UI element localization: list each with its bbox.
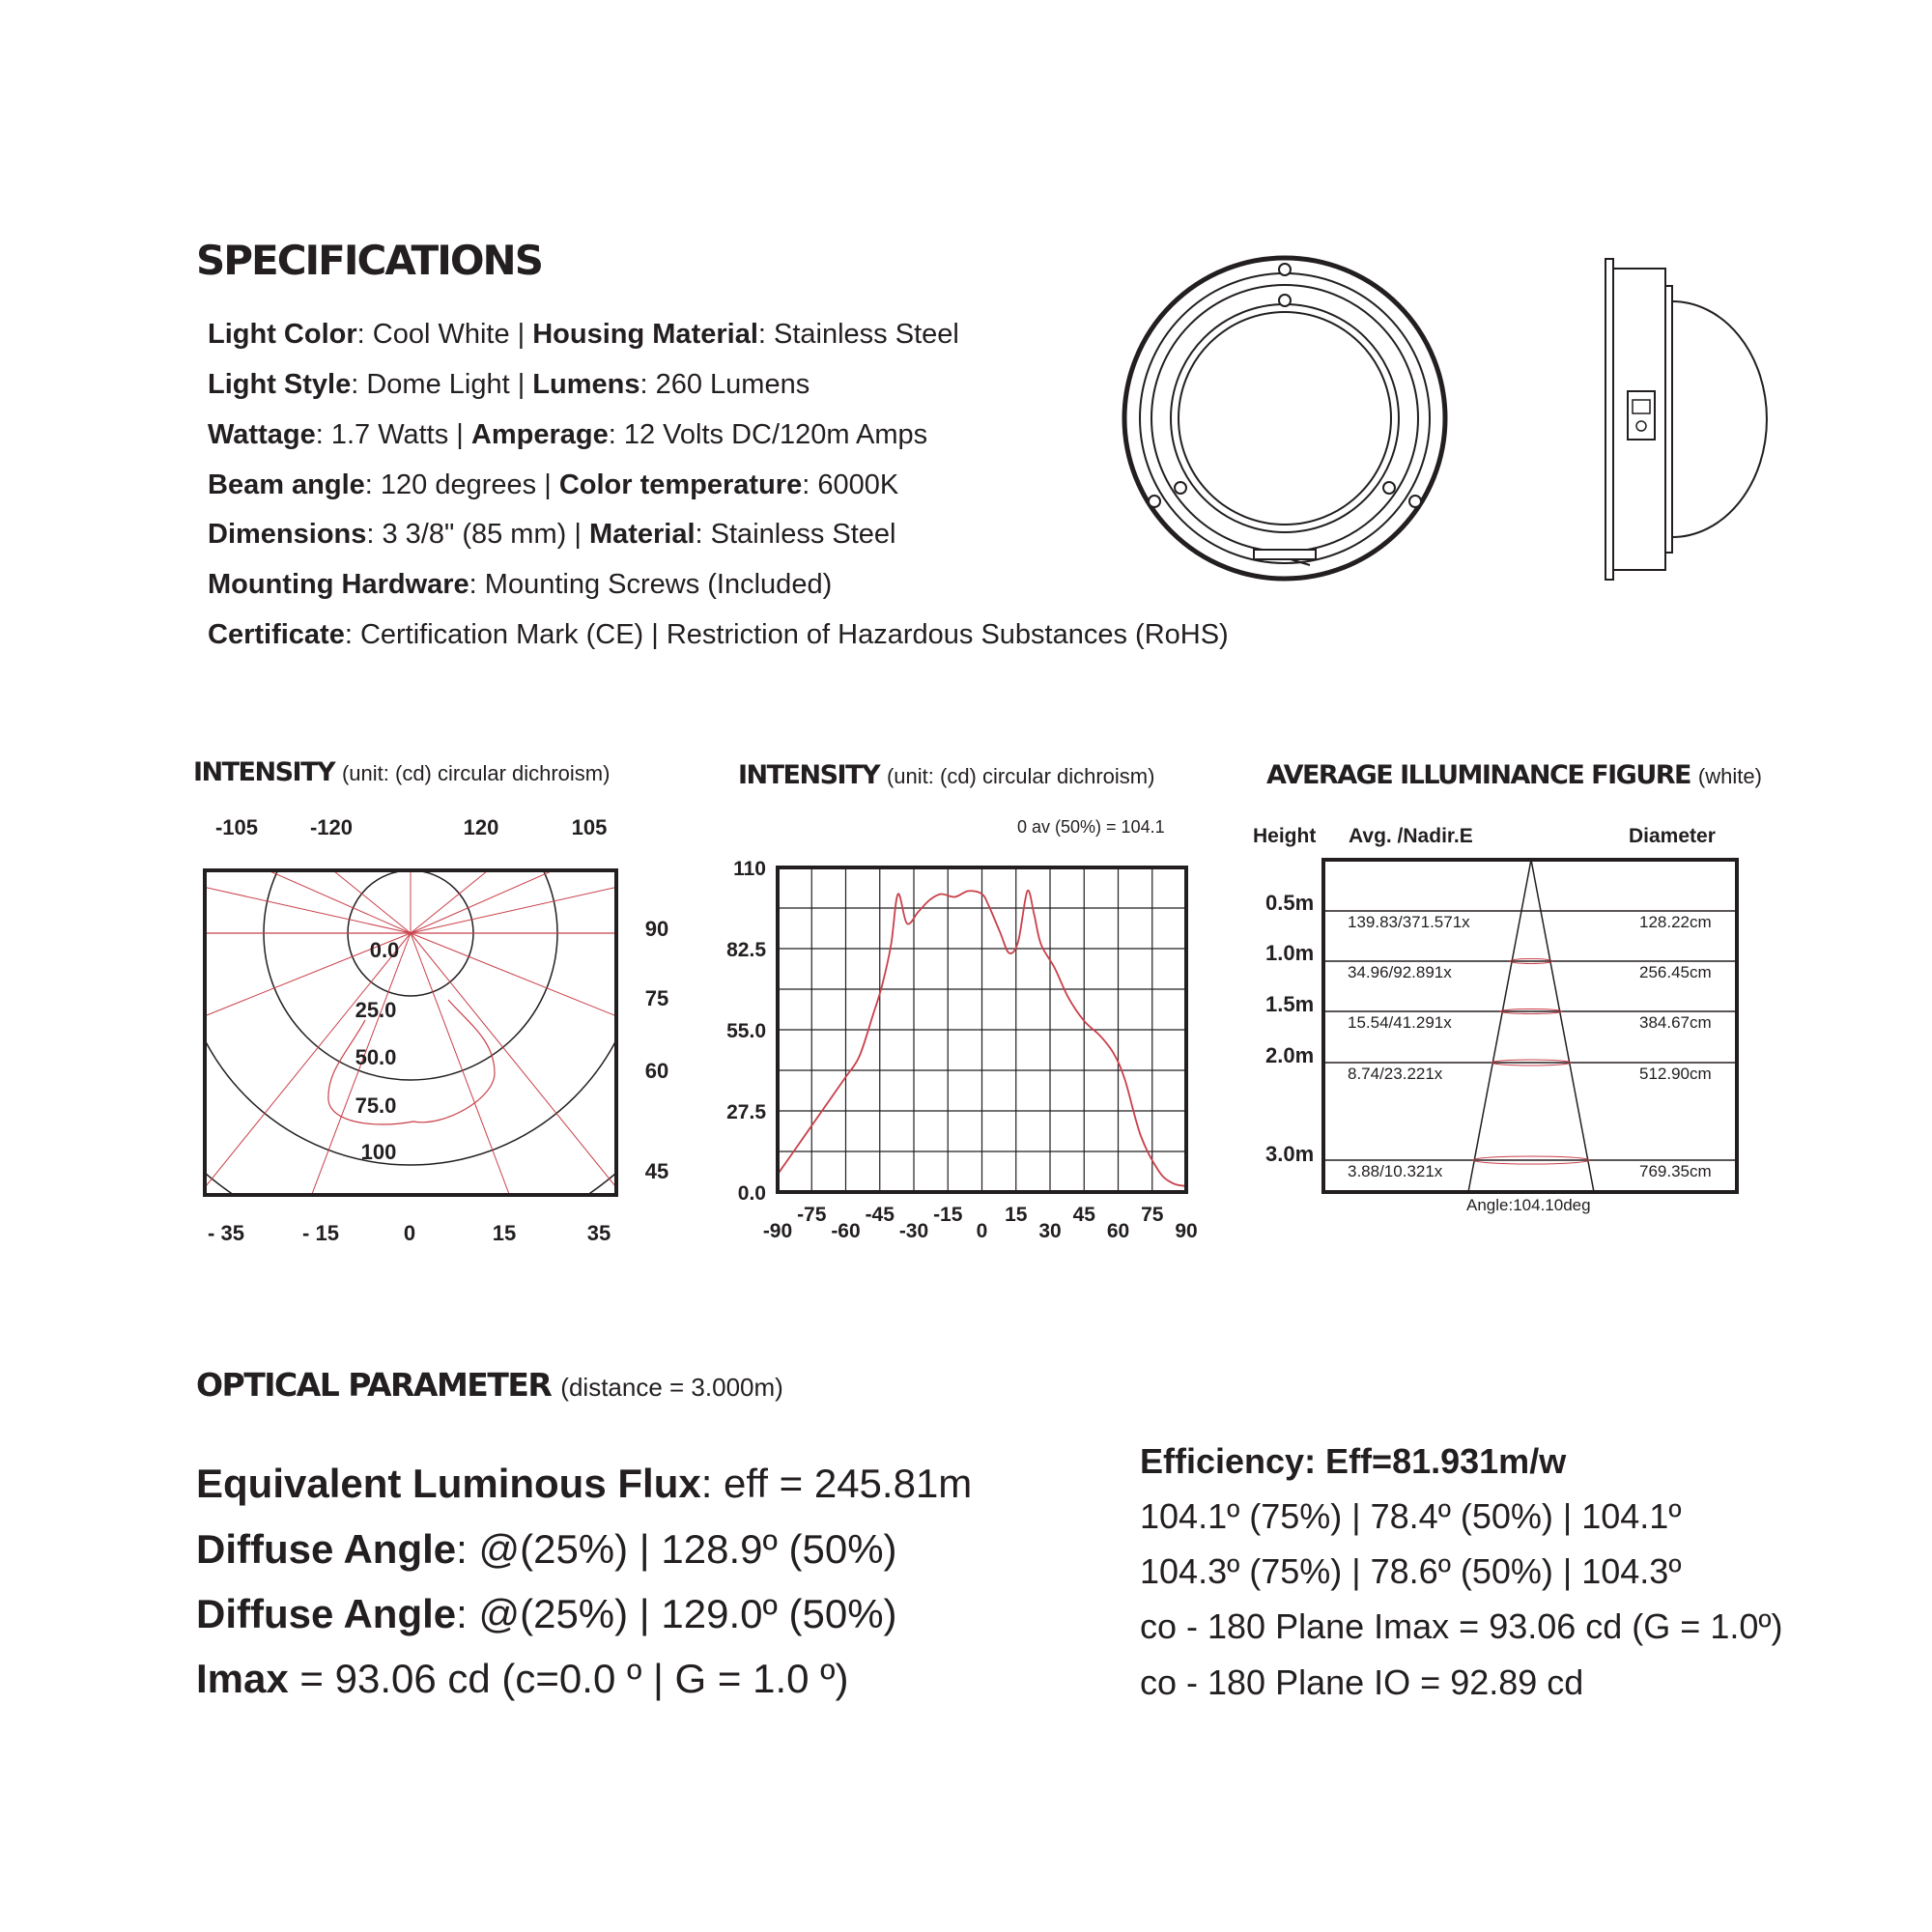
spec-value: : Stainless Steel [757,319,959,350]
optical-left-3: Diffuse Angle: @(25%) | 129.0º (50%) [196,1591,897,1636]
spec-row [208,369,810,401]
illuminance-height-5: 3.0m [1265,1142,1315,1166]
polar-ring-label-5: 100 [360,1140,397,1164]
spec-key: Mounting Hardware [208,569,469,600]
spec-row [208,469,898,501]
polar-bottom-label-4: 15 [492,1221,517,1245]
spec-key: Dimensions [208,519,367,550]
illuminance-header-avg: Avg. /Nadir.E [1349,825,1473,847]
optical-right-3: co - 180 Plane Imax = 93.06 cd (G = 1.0º) [1140,1606,1783,1646]
polar-chart-title: INTENSITY (unit: (cd) circular dichroism) [193,757,611,787]
curve-y-tick-label: 82.5 [726,939,766,961]
illuminance-diameter-1: 128.22cm [1639,913,1712,931]
curve-y-tick-label: 27.5 [726,1101,766,1123]
side-view-drawing [1599,253,1773,586]
polar-bottom-label-5: 35 [586,1221,611,1245]
illuminance-height-4: 2.0m [1265,1043,1315,1067]
curve-x-tick-label: -15 [933,1204,963,1226]
specifications-title: SPECIFICATIONS [196,237,542,284]
illuminance-diameter-3: 384.67cm [1639,1013,1712,1032]
curve-x-tick-label: 30 [1038,1220,1062,1242]
polar-bottom-label-3: 0 [403,1221,416,1245]
polar-ring-label-2: 25.0 [355,998,397,1022]
illuminance-avg-2: 34.96/92.891x [1348,963,1452,981]
spec-key: Wattage [208,419,316,450]
spec-key: Certificate [208,619,345,650]
curve-y-tick-label: 110 [733,858,766,880]
polar-ring-label-1: 0.0 [369,938,400,962]
illuminance-angle: Angle:104.10deg [1466,1196,1591,1214]
curve-x-tick-label: -45 [865,1204,895,1226]
polar-right-label-3: 60 [644,1059,669,1083]
spec-key: Material [588,519,696,550]
spec-value: : 1.7 Watts | [315,419,471,450]
polar-bottom-label-1: - 35 [208,1221,244,1245]
polar-ring-label-4: 75.0 [355,1094,397,1118]
spec-value: : 120 degrees | [364,469,559,500]
polar-right-label-4: 45 [644,1159,669,1183]
curve-x-tick-label: -60 [831,1220,861,1242]
optical-left-4: Imax = 93.06 cd (c=0.0 º | G = 1.0 º) [196,1656,849,1701]
illuminance-diameter-4: 512.90cm [1639,1065,1712,1083]
curve-x-tick-label: -30 [898,1220,929,1242]
spec-key: Color temperature [558,469,803,500]
illuminance-height-3: 1.5m [1265,992,1315,1016]
spec-row [208,519,896,551]
spec-row [208,619,1229,651]
spec-row [208,419,927,451]
polar-top-label-1: -105 [214,815,259,839]
illuminance-diameter-5: 769.35cm [1639,1162,1712,1180]
polar-right-label-2: 75 [644,986,669,1010]
curve-x-tick-label: 15 [1005,1204,1028,1226]
curve-x-tick-label: -75 [797,1204,827,1226]
curve-chart-annotation: 0 av (50%) = 104.1 [1017,817,1165,837]
intensity-line-chart [715,850,1217,1256]
spec-key: Lumens [532,369,640,400]
polar-top-label-4: 105 [571,815,608,839]
curve-x-tick-label: -90 [762,1220,793,1242]
optical-right-4: co - 180 Plane IO = 92.89 cd [1140,1662,1584,1702]
spec-row [208,319,959,351]
polar-top-label-3: 120 [463,815,499,839]
curve-x-tick-label: 60 [1106,1220,1130,1242]
spec-key: Beam angle [208,469,365,500]
illuminance-avg-4: 8.74/23.221x [1348,1065,1443,1083]
curve-x-tick-label: 45 [1072,1204,1095,1226]
spec-key: Light Style [208,369,352,400]
optical-title: OPTICAL PARAMETER (distance = 3.000m) [196,1366,783,1404]
optical-left-2: Diffuse Angle: @(25%) | 128.9º (50%) [196,1526,897,1572]
curve-x-tick-label: 90 [1175,1220,1198,1242]
illuminance-header-diameter: Diameter [1629,825,1716,847]
polar-bottom-label-2: - 15 [302,1221,339,1245]
illuminance-header-height: Height [1253,825,1317,847]
spec-value: : 260 Lumens [639,369,810,400]
curve-chart-title: INTENSITY (unit: (cd) circular dichroism) [738,760,1155,790]
spec-value: : Cool White | [356,319,533,350]
polar-ring-label-3: 50.0 [355,1045,397,1069]
spec-value: : Stainless Steel [695,519,896,550]
optical-right-head: Efficiency: Eff=81.931m/w [1140,1441,1567,1481]
curve-x-tick-label: 0 [976,1220,988,1242]
illuminance-avg-1: 139.83/371.571x [1348,913,1470,931]
spec-value: : Dome Light | [351,369,533,400]
illuminance-avg-3: 15.54/41.291x [1348,1013,1452,1032]
optical-right-2: 104.3º (75%) | 78.6º (50%) | 104.3º [1140,1551,1682,1591]
optical-right-1: 104.1º (75%) | 78.4º (50%) | 104.1º [1140,1496,1682,1536]
spec-value: : Certification Mark (CE) | Restriction of Hazardous Substances (RoHS) [344,619,1229,650]
spec-value: : 12 Volts DC/120m Amps [608,419,928,450]
spec-value: : 3 3/8" (85 mm) | [366,519,589,550]
illuminance-diameter-2: 256.45cm [1639,963,1712,981]
spec-row [208,569,832,601]
polar-right-label-1: 90 [644,917,669,941]
front-view-drawing [1111,246,1459,594]
spec-value: : 6000K [802,469,899,500]
spec-key: Housing Material [532,319,758,350]
polar-intensity-chart [203,868,618,1202]
curve-x-tick-label: 75 [1141,1204,1164,1226]
polar-top-label-2: -120 [309,815,354,839]
illuminance-height-1: 0.5m [1265,891,1315,915]
spec-key: Amperage [470,419,609,450]
curve-y-tick-label: 55.0 [726,1020,766,1042]
illuminance-avg-5: 3.88/10.321x [1348,1162,1443,1180]
spec-value: : Mounting Screws (Included) [469,569,833,600]
curve-y-tick-label: 0.0 [737,1182,766,1205]
optical-left-1: Equivalent Luminous Flux: eff = 245.81m [196,1461,973,1506]
illuminance-height-2: 1.0m [1265,941,1315,965]
spec-key: Light Color [208,319,357,350]
illuminance-title: AVERAGE ILLUMINANCE FIGURE (white) [1266,760,1762,790]
